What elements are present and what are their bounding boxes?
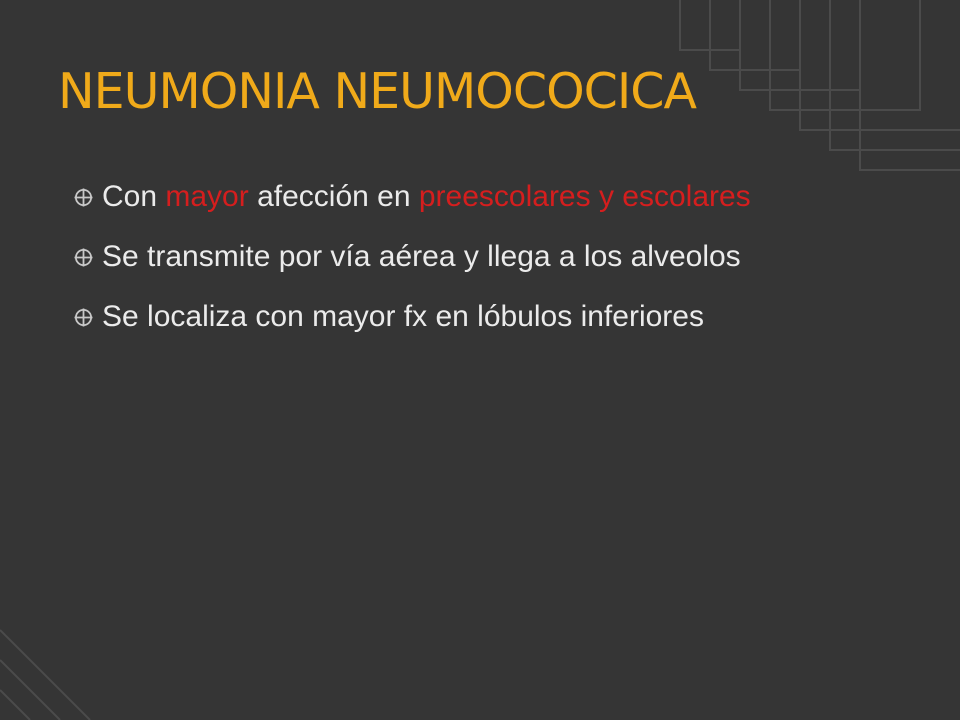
crosshair-circle-icon bbox=[74, 308, 93, 327]
text-run: Se transmite por vía aérea y llega a los alveolos bbox=[102, 240, 741, 273]
text-run: afección en bbox=[248, 180, 419, 213]
text-run: Con bbox=[102, 180, 166, 213]
bullet-text bbox=[102, 300, 704, 333]
highlight-text: mayor bbox=[165, 180, 249, 213]
crosshair-circle-icon bbox=[74, 248, 93, 267]
bullet-item bbox=[74, 176, 834, 217]
highlight-text: preescolares y escolares bbox=[418, 180, 751, 213]
bullet-item bbox=[74, 236, 834, 277]
bullet-text bbox=[102, 240, 741, 273]
crosshair-circle-icon bbox=[74, 188, 93, 207]
bullet-list bbox=[74, 176, 834, 356]
bullet-item bbox=[74, 296, 834, 337]
bullet-text bbox=[102, 180, 751, 213]
text-run: Se localiza con mayor fx en lóbulos inferiores bbox=[102, 300, 704, 333]
slide-title: NEUMONIA NEUMOCOCICA bbox=[58, 63, 697, 120]
